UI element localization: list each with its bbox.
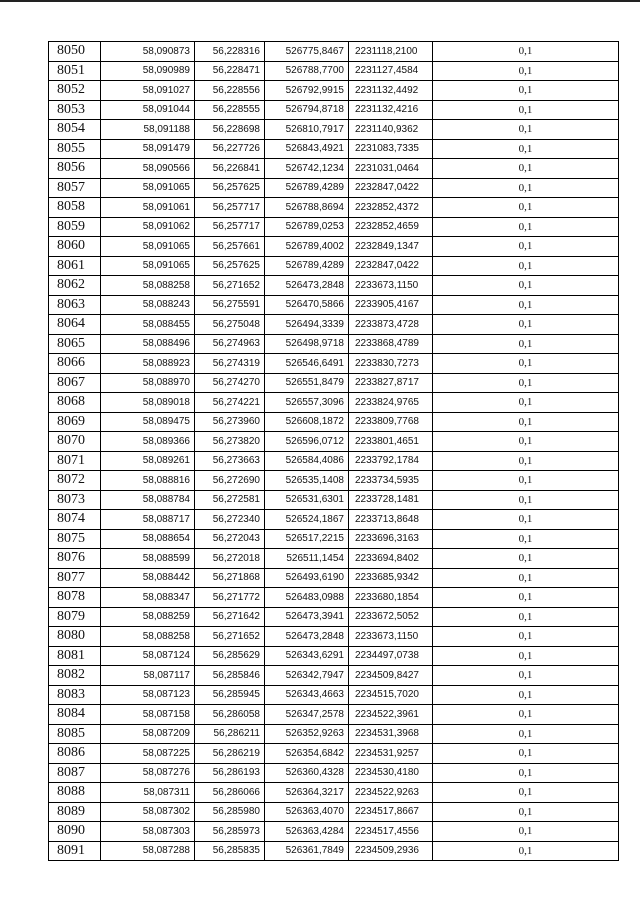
y-coordinate-cell: 2233824,9765 (349, 393, 433, 413)
point-id-cell: 8063 (49, 295, 101, 315)
x-coordinate-cell: 526342,7947 (265, 666, 349, 686)
table-row (49, 315, 619, 335)
y-coordinate-cell: 2234522,9263 (349, 783, 433, 803)
latitude-cell: 58,088496 (101, 334, 195, 354)
y-coordinate-cell: 2231031,0464 (349, 159, 433, 179)
y-coordinate-cell: 2234497,0738 (349, 646, 433, 666)
y-coordinate-cell: 2233673,1150 (349, 627, 433, 647)
longitude-cell: 56,286058 (195, 705, 265, 725)
x-coordinate-cell: 526557,3096 (265, 393, 349, 413)
latitude-cell: 58,089018 (101, 393, 195, 413)
y-coordinate-cell: 2233685,9342 (349, 568, 433, 588)
point-id-cell: 8085 (49, 724, 101, 744)
point-id-cell: 8071 (49, 451, 101, 471)
value-cell: 0,1 (433, 822, 619, 842)
latitude-cell: 58,087303 (101, 822, 195, 842)
value-cell: 0,1 (433, 666, 619, 686)
value-cell: 0,1 (433, 217, 619, 237)
value-cell: 0,1 (433, 685, 619, 705)
table-row (49, 724, 619, 744)
latitude-cell: 58,091188 (101, 120, 195, 140)
point-id-cell: 8070 (49, 432, 101, 452)
y-coordinate-cell: 2233801,4651 (349, 432, 433, 452)
longitude-cell: 56,226841 (195, 159, 265, 179)
y-coordinate-cell: 2233809,7768 (349, 412, 433, 432)
x-coordinate-cell: 526473,2848 (265, 276, 349, 296)
value-cell: 0,1 (433, 139, 619, 159)
longitude-cell: 56,228555 (195, 100, 265, 120)
latitude-cell: 58,087288 (101, 841, 195, 861)
value-cell: 0,1 (433, 783, 619, 803)
table-row (49, 276, 619, 296)
value-cell: 0,1 (433, 549, 619, 569)
value-cell: 0,1 (433, 120, 619, 140)
latitude-cell: 58,089366 (101, 432, 195, 452)
latitude-cell: 58,087311 (101, 783, 195, 803)
point-id-cell: 8086 (49, 744, 101, 764)
point-id-cell: 8082 (49, 666, 101, 686)
point-id-cell: 8056 (49, 159, 101, 179)
table-row (49, 432, 619, 452)
longitude-cell: 56,271868 (195, 568, 265, 588)
point-id-cell: 8078 (49, 588, 101, 608)
longitude-cell: 56,286193 (195, 763, 265, 783)
point-id-cell: 8076 (49, 549, 101, 569)
value-cell: 0,1 (433, 529, 619, 549)
x-coordinate-cell: 526347,2578 (265, 705, 349, 725)
value-cell: 0,1 (433, 334, 619, 354)
value-cell: 0,1 (433, 100, 619, 120)
y-coordinate-cell: 2233680,1854 (349, 588, 433, 608)
latitude-cell: 58,089261 (101, 451, 195, 471)
table-row (49, 393, 619, 413)
point-id-cell: 8065 (49, 334, 101, 354)
x-coordinate-cell: 526473,3941 (265, 607, 349, 627)
x-coordinate-cell: 526483,0988 (265, 588, 349, 608)
x-coordinate-cell: 526608,1872 (265, 412, 349, 432)
table-row (49, 139, 619, 159)
longitude-cell: 56,272340 (195, 510, 265, 530)
table-row (49, 412, 619, 432)
value-cell: 0,1 (433, 256, 619, 276)
latitude-cell: 58,088259 (101, 607, 195, 627)
table-row (49, 510, 619, 530)
longitude-cell: 56,257625 (195, 256, 265, 276)
x-coordinate-cell: 526788,7700 (265, 61, 349, 81)
y-coordinate-cell: 2233868,4789 (349, 334, 433, 354)
point-id-cell: 8052 (49, 81, 101, 101)
table-row (49, 685, 619, 705)
y-coordinate-cell: 2232852,4372 (349, 198, 433, 218)
point-id-cell: 8051 (49, 61, 101, 81)
latitude-cell: 58,088784 (101, 490, 195, 510)
value-cell: 0,1 (433, 451, 619, 471)
y-coordinate-cell: 2233672,5052 (349, 607, 433, 627)
latitude-cell: 58,088654 (101, 529, 195, 549)
latitude-cell: 58,089475 (101, 412, 195, 432)
x-coordinate-cell: 526493,6190 (265, 568, 349, 588)
y-coordinate-cell: 2233830,7273 (349, 354, 433, 374)
x-coordinate-cell: 526788,8694 (265, 198, 349, 218)
longitude-cell: 56,228556 (195, 81, 265, 101)
point-id-cell: 8080 (49, 627, 101, 647)
longitude-cell: 56,285846 (195, 666, 265, 686)
y-coordinate-cell: 2234509,2936 (349, 841, 433, 861)
point-id-cell: 8055 (49, 139, 101, 159)
x-coordinate-cell: 526363,4070 (265, 802, 349, 822)
x-coordinate-cell: 526343,4663 (265, 685, 349, 705)
latitude-cell: 58,087209 (101, 724, 195, 744)
table-row (49, 237, 619, 257)
x-coordinate-cell: 526742,1234 (265, 159, 349, 179)
longitude-cell: 56,257717 (195, 198, 265, 218)
value-cell: 0,1 (433, 471, 619, 491)
latitude-cell: 58,090566 (101, 159, 195, 179)
x-coordinate-cell: 526535,1408 (265, 471, 349, 491)
point-id-cell: 8062 (49, 276, 101, 296)
y-coordinate-cell: 2234509,8427 (349, 666, 433, 686)
latitude-cell: 58,091062 (101, 217, 195, 237)
value-cell: 0,1 (433, 627, 619, 647)
y-coordinate-cell: 2234531,3968 (349, 724, 433, 744)
x-coordinate-cell: 526363,4284 (265, 822, 349, 842)
point-id-cell: 8088 (49, 783, 101, 803)
longitude-cell: 56,274221 (195, 393, 265, 413)
point-id-cell: 8069 (49, 412, 101, 432)
top-border-line (0, 0, 640, 2)
longitude-cell: 56,286211 (195, 724, 265, 744)
latitude-cell: 58,088442 (101, 568, 195, 588)
value-cell: 0,1 (433, 802, 619, 822)
value-cell: 0,1 (433, 354, 619, 374)
table-row (49, 100, 619, 120)
x-coordinate-cell: 526546,6491 (265, 354, 349, 374)
point-id-cell: 8090 (49, 822, 101, 842)
point-id-cell: 8089 (49, 802, 101, 822)
table-row (49, 568, 619, 588)
x-coordinate-cell: 526517,2215 (265, 529, 349, 549)
point-id-cell: 8054 (49, 120, 101, 140)
latitude-cell: 58,091065 (101, 256, 195, 276)
x-coordinate-cell: 526494,3339 (265, 315, 349, 335)
longitude-cell: 56,257625 (195, 178, 265, 198)
value-cell: 0,1 (433, 61, 619, 81)
longitude-cell: 56,285973 (195, 822, 265, 842)
table-row (49, 61, 619, 81)
x-coordinate-cell: 526789,4289 (265, 256, 349, 276)
value-cell: 0,1 (433, 588, 619, 608)
longitude-cell: 56,227726 (195, 139, 265, 159)
latitude-cell: 58,088243 (101, 295, 195, 315)
value-cell: 0,1 (433, 198, 619, 218)
point-id-cell: 8067 (49, 373, 101, 393)
value-cell: 0,1 (433, 276, 619, 296)
x-coordinate-cell: 526343,6291 (265, 646, 349, 666)
y-coordinate-cell: 2234515,7020 (349, 685, 433, 705)
x-coordinate-cell: 526551,8479 (265, 373, 349, 393)
table-row (49, 841, 619, 861)
longitude-cell: 56,275591 (195, 295, 265, 315)
y-coordinate-cell: 2231132,4492 (349, 81, 433, 101)
value-cell: 0,1 (433, 178, 619, 198)
y-coordinate-cell: 2233713,8648 (349, 510, 433, 530)
longitude-cell: 56,272043 (195, 529, 265, 549)
table-row (49, 607, 619, 627)
latitude-cell: 58,091065 (101, 178, 195, 198)
point-id-cell: 8059 (49, 217, 101, 237)
latitude-cell: 58,088347 (101, 588, 195, 608)
y-coordinate-cell: 2231118,2100 (349, 42, 433, 62)
x-coordinate-cell: 526511,1454 (265, 549, 349, 569)
value-cell: 0,1 (433, 315, 619, 335)
y-coordinate-cell: 2232852,4659 (349, 217, 433, 237)
y-coordinate-cell: 2233673,1150 (349, 276, 433, 296)
y-coordinate-cell: 2233694,8402 (349, 549, 433, 569)
point-id-cell: 8083 (49, 685, 101, 705)
longitude-cell: 56,286066 (195, 783, 265, 803)
x-coordinate-cell: 526498,9718 (265, 334, 349, 354)
table-row (49, 666, 619, 686)
longitude-cell: 56,228471 (195, 61, 265, 81)
longitude-cell: 56,285945 (195, 685, 265, 705)
value-cell: 0,1 (433, 744, 619, 764)
latitude-cell: 58,087117 (101, 666, 195, 686)
y-coordinate-cell: 2232847,0422 (349, 256, 433, 276)
table-row (49, 198, 619, 218)
longitude-cell: 56,273820 (195, 432, 265, 452)
latitude-cell: 58,090873 (101, 42, 195, 62)
value-cell: 0,1 (433, 159, 619, 179)
table-row (49, 42, 619, 62)
x-coordinate-cell: 526354,6842 (265, 744, 349, 764)
point-id-cell: 8072 (49, 471, 101, 491)
latitude-cell: 58,091065 (101, 237, 195, 257)
point-id-cell: 8068 (49, 393, 101, 413)
x-coordinate-cell: 526364,3217 (265, 783, 349, 803)
longitude-cell: 56,275048 (195, 315, 265, 335)
table-row (49, 256, 619, 276)
longitude-cell: 56,273663 (195, 451, 265, 471)
x-coordinate-cell: 526843,4921 (265, 139, 349, 159)
longitude-cell: 56,271652 (195, 276, 265, 296)
table-row (49, 81, 619, 101)
value-cell: 0,1 (433, 510, 619, 530)
latitude-cell: 58,087123 (101, 685, 195, 705)
table-row (49, 490, 619, 510)
longitude-cell: 56,272018 (195, 549, 265, 569)
x-coordinate-cell: 526584,4086 (265, 451, 349, 471)
latitude-cell: 58,088258 (101, 627, 195, 647)
value-cell: 0,1 (433, 42, 619, 62)
point-id-cell: 8061 (49, 256, 101, 276)
latitude-cell: 58,091479 (101, 139, 195, 159)
point-id-cell: 8064 (49, 315, 101, 335)
y-coordinate-cell: 2232847,0422 (349, 178, 433, 198)
table-row (49, 646, 619, 666)
latitude-cell: 58,087276 (101, 763, 195, 783)
x-coordinate-cell: 526810,7917 (265, 120, 349, 140)
longitude-cell: 56,285980 (195, 802, 265, 822)
x-coordinate-cell: 526789,0253 (265, 217, 349, 237)
table-row (49, 744, 619, 764)
longitude-cell: 56,274270 (195, 373, 265, 393)
y-coordinate-cell: 2233728,1481 (349, 490, 433, 510)
latitude-cell: 58,088455 (101, 315, 195, 335)
latitude-cell: 58,088923 (101, 354, 195, 374)
table-row (49, 217, 619, 237)
point-id-cell: 8050 (49, 42, 101, 62)
point-id-cell: 8074 (49, 510, 101, 530)
longitude-cell: 56,285629 (195, 646, 265, 666)
value-cell: 0,1 (433, 724, 619, 744)
latitude-cell: 58,091061 (101, 198, 195, 218)
value-cell: 0,1 (433, 393, 619, 413)
value-cell: 0,1 (433, 412, 619, 432)
table-row (49, 627, 619, 647)
coordinates-table (48, 41, 619, 861)
value-cell: 0,1 (433, 373, 619, 393)
x-coordinate-cell: 526792,9915 (265, 81, 349, 101)
y-coordinate-cell: 2232849,1347 (349, 237, 433, 257)
point-id-cell: 8091 (49, 841, 101, 861)
point-id-cell: 8073 (49, 490, 101, 510)
latitude-cell: 58,087124 (101, 646, 195, 666)
table-row (49, 783, 619, 803)
latitude-cell: 58,091027 (101, 81, 195, 101)
table-row (49, 120, 619, 140)
longitude-cell: 56,271772 (195, 588, 265, 608)
longitude-cell: 56,228316 (195, 42, 265, 62)
point-id-cell: 8081 (49, 646, 101, 666)
x-coordinate-cell: 526473,2848 (265, 627, 349, 647)
y-coordinate-cell: 2233696,3163 (349, 529, 433, 549)
x-coordinate-cell: 526596,0712 (265, 432, 349, 452)
value-cell: 0,1 (433, 607, 619, 627)
longitude-cell: 56,271652 (195, 627, 265, 647)
x-coordinate-cell: 526360,4328 (265, 763, 349, 783)
coordinates-table-body (49, 42, 619, 861)
x-coordinate-cell: 526352,9263 (265, 724, 349, 744)
y-coordinate-cell: 2234531,9257 (349, 744, 433, 764)
x-coordinate-cell: 526531,6301 (265, 490, 349, 510)
y-coordinate-cell: 2233792,1784 (349, 451, 433, 471)
latitude-cell: 58,087302 (101, 802, 195, 822)
latitude-cell: 58,091044 (101, 100, 195, 120)
value-cell: 0,1 (433, 237, 619, 257)
point-id-cell: 8084 (49, 705, 101, 725)
latitude-cell: 58,087225 (101, 744, 195, 764)
y-coordinate-cell: 2234530,4180 (349, 763, 433, 783)
longitude-cell: 56,257661 (195, 237, 265, 257)
value-cell: 0,1 (433, 646, 619, 666)
table-row (49, 802, 619, 822)
latitude-cell: 58,088717 (101, 510, 195, 530)
point-id-cell: 8087 (49, 763, 101, 783)
latitude-cell: 58,087158 (101, 705, 195, 725)
table-row (49, 451, 619, 471)
x-coordinate-cell: 526789,4289 (265, 178, 349, 198)
y-coordinate-cell: 2233873,4728 (349, 315, 433, 335)
longitude-cell: 56,273960 (195, 412, 265, 432)
table-row (49, 178, 619, 198)
latitude-cell: 58,088970 (101, 373, 195, 393)
y-coordinate-cell: 2231083,7335 (349, 139, 433, 159)
table-row (49, 588, 619, 608)
x-coordinate-cell: 526524,1867 (265, 510, 349, 530)
y-coordinate-cell: 2231132,4216 (349, 100, 433, 120)
y-coordinate-cell: 2231127,4584 (349, 61, 433, 81)
table-row (49, 159, 619, 179)
point-id-cell: 8060 (49, 237, 101, 257)
value-cell: 0,1 (433, 490, 619, 510)
point-id-cell: 8057 (49, 178, 101, 198)
table-row (49, 705, 619, 725)
y-coordinate-cell: 2234517,8667 (349, 802, 433, 822)
x-coordinate-cell: 526794,8718 (265, 100, 349, 120)
table-row (49, 334, 619, 354)
point-id-cell: 8053 (49, 100, 101, 120)
x-coordinate-cell: 526470,5866 (265, 295, 349, 315)
table-row (49, 822, 619, 842)
longitude-cell: 56,286219 (195, 744, 265, 764)
y-coordinate-cell: 2231140,9362 (349, 120, 433, 140)
longitude-cell: 56,272690 (195, 471, 265, 491)
longitude-cell: 56,271642 (195, 607, 265, 627)
longitude-cell: 56,274963 (195, 334, 265, 354)
table-row (49, 763, 619, 783)
latitude-cell: 58,088599 (101, 549, 195, 569)
value-cell: 0,1 (433, 81, 619, 101)
y-coordinate-cell: 2233827,8717 (349, 373, 433, 393)
point-id-cell: 8079 (49, 607, 101, 627)
value-cell: 0,1 (433, 568, 619, 588)
y-coordinate-cell: 2234517,4556 (349, 822, 433, 842)
value-cell: 0,1 (433, 763, 619, 783)
table-row (49, 529, 619, 549)
table-row (49, 471, 619, 491)
value-cell: 0,1 (433, 705, 619, 725)
longitude-cell: 56,285835 (195, 841, 265, 861)
longitude-cell: 56,257717 (195, 217, 265, 237)
latitude-cell: 58,088258 (101, 276, 195, 296)
longitude-cell: 56,274319 (195, 354, 265, 374)
value-cell: 0,1 (433, 432, 619, 452)
latitude-cell: 58,090989 (101, 61, 195, 81)
y-coordinate-cell: 2233905,4167 (349, 295, 433, 315)
table-row (49, 549, 619, 569)
value-cell: 0,1 (433, 841, 619, 861)
point-id-cell: 8058 (49, 198, 101, 218)
x-coordinate-cell: 526789,4002 (265, 237, 349, 257)
y-coordinate-cell: 2233734,5935 (349, 471, 433, 491)
table-row (49, 295, 619, 315)
point-id-cell: 8066 (49, 354, 101, 374)
table-row (49, 354, 619, 374)
longitude-cell: 56,272581 (195, 490, 265, 510)
longitude-cell: 56,228698 (195, 120, 265, 140)
point-id-cell: 8077 (49, 568, 101, 588)
y-coordinate-cell: 2234522,3961 (349, 705, 433, 725)
x-coordinate-cell: 526775,8467 (265, 42, 349, 62)
latitude-cell: 58,088816 (101, 471, 195, 491)
point-id-cell: 8075 (49, 529, 101, 549)
value-cell: 0,1 (433, 295, 619, 315)
table-row (49, 373, 619, 393)
x-coordinate-cell: 526361,7849 (265, 841, 349, 861)
